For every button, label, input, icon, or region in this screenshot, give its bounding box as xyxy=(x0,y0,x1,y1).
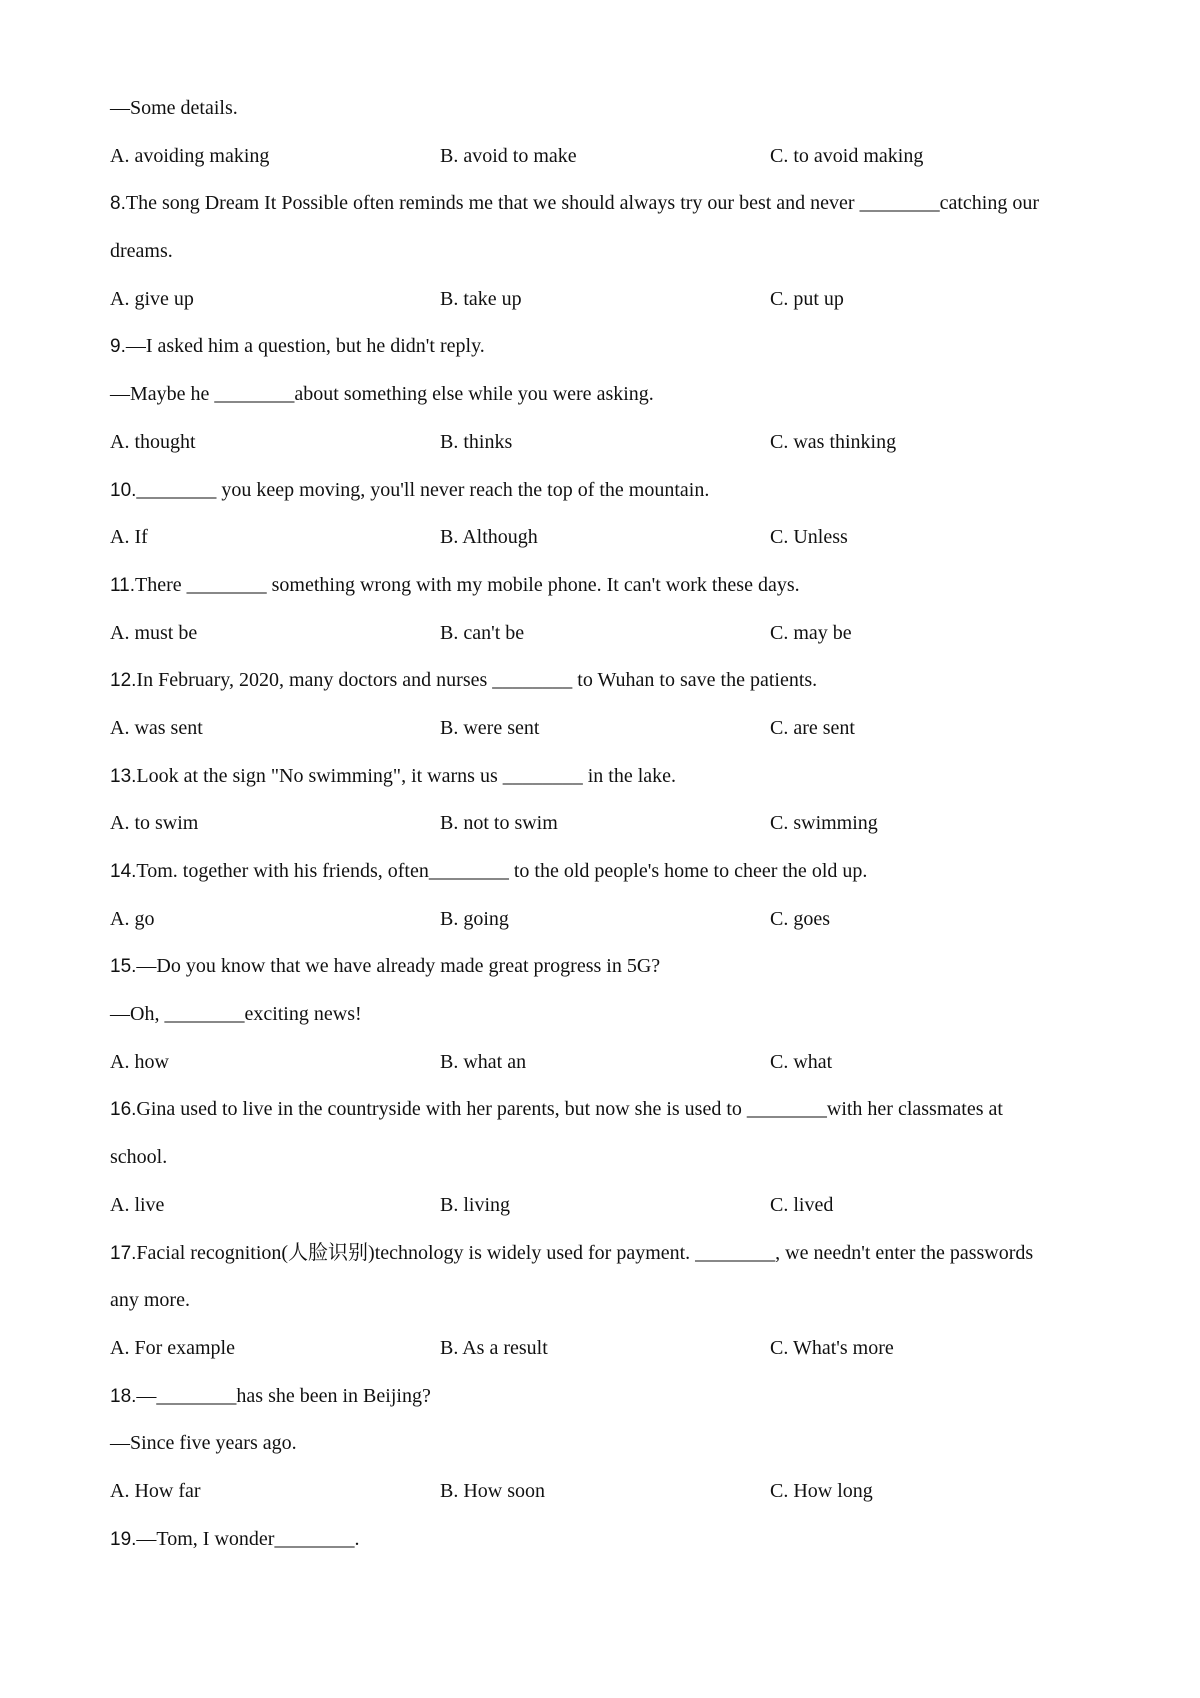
question-text-line: dreams. xyxy=(110,240,173,263)
option-b[interactable]: B. take up xyxy=(440,287,522,310)
option-a[interactable]: A. For example xyxy=(110,1336,235,1359)
question-stem xyxy=(110,1525,1110,1573)
option-b[interactable]: B. living xyxy=(440,1193,511,1216)
option-a[interactable]: A. to swim xyxy=(110,812,199,835)
option-c[interactable]: C. goes xyxy=(770,907,830,930)
question-stem xyxy=(110,762,1110,810)
question-stem xyxy=(110,857,1110,905)
answer-options xyxy=(110,809,1110,857)
option-b[interactable]: B. avoid to make xyxy=(440,144,577,167)
answer-options xyxy=(110,1048,1110,1096)
question-text: —________has she been in Beijing? xyxy=(136,1384,431,1407)
option-b[interactable]: B. Although xyxy=(440,526,538,549)
answer-options xyxy=(110,428,1110,476)
option-c[interactable]: C. Unless xyxy=(770,526,848,549)
question-text: Facial recognition(人脸识别)technology is widely used for payment. ________, we needn't enter the passwords xyxy=(136,1241,1034,1264)
answer-options xyxy=(110,142,1110,190)
option-b[interactable]: B. not to swim xyxy=(440,812,558,835)
option-c[interactable]: C. may be xyxy=(770,621,852,644)
option-a[interactable]: A. How far xyxy=(110,1479,201,1502)
option-b[interactable]: B. How soon xyxy=(440,1479,546,1502)
question-stem xyxy=(110,476,1110,524)
question-number: 13. xyxy=(110,765,137,787)
question-number: 10. xyxy=(110,479,137,501)
question-text-line: —Since five years ago. xyxy=(110,1432,297,1455)
question-text: —I asked him a question, but he didn't reply. xyxy=(125,335,485,358)
question-text: —Tom, I wonder________. xyxy=(136,1527,360,1550)
question-number: 8. xyxy=(110,193,126,215)
option-c[interactable]: C. What's more xyxy=(770,1336,894,1359)
question-text: Tom. together with his friends, often________ to the old people's home to cheer the old up. xyxy=(136,860,868,882)
question-stem xyxy=(110,952,1110,1000)
question-text: ________ you keep moving, you'll never reach the top of the mountain. xyxy=(136,478,710,501)
answer-options xyxy=(110,1477,1110,1525)
question-text-line: school. xyxy=(110,1146,168,1169)
option-a[interactable]: A. how xyxy=(110,1050,169,1073)
question-number: 14. xyxy=(110,861,137,882)
option-b[interactable]: B. can't be xyxy=(440,621,525,644)
question-text-line: —Maybe he ________about something else while you were asking. xyxy=(110,383,654,406)
option-a[interactable]: A. go xyxy=(110,907,155,930)
option-c[interactable]: C. put up xyxy=(770,287,844,310)
question-stem xyxy=(110,1239,1110,1287)
question-text: There ________ something wrong with my mobile phone. It can't work these days. xyxy=(135,573,800,596)
option-b[interactable]: B. thinks xyxy=(440,430,513,453)
question-number: 9. xyxy=(110,336,126,358)
question-stem xyxy=(110,1382,1110,1430)
question-text: In February, 2020, many doctors and nurses ________ to Wuhan to save the patients. xyxy=(136,669,818,692)
option-c[interactable]: C. what xyxy=(770,1050,833,1073)
question-text: The song Dream It Possible often reminds me that we should always try our best and never ________catching our xyxy=(125,192,1039,215)
question-text-line: any more. xyxy=(110,1289,190,1312)
question-text-line: —Oh, ________exciting news! xyxy=(110,1003,362,1026)
option-c[interactable]: C. are sent xyxy=(770,716,855,739)
option-c[interactable]: C. to avoid making xyxy=(770,144,924,167)
question-number: 11. xyxy=(110,574,136,596)
question-list xyxy=(110,94,1110,1572)
question-stem xyxy=(110,332,1110,380)
question-number: 19. xyxy=(110,1528,137,1550)
question-text: —Do you know that we have already made great progress in 5G? xyxy=(136,955,661,978)
option-b[interactable]: B. what an xyxy=(440,1050,527,1073)
question-number: 15. xyxy=(110,956,137,978)
option-a[interactable]: A. avoiding making xyxy=(110,144,270,167)
question-number: 17. xyxy=(110,1242,137,1264)
question-stem xyxy=(110,189,1110,237)
option-c[interactable]: C. lived xyxy=(770,1193,834,1216)
question-number: 18. xyxy=(110,1385,137,1407)
option-c[interactable]: C. How long xyxy=(770,1479,873,1502)
option-c[interactable]: C. swimming xyxy=(770,812,878,835)
answer-options xyxy=(110,523,1110,571)
option-a[interactable]: A. thought xyxy=(110,430,196,453)
option-c[interactable]: C. was thinking xyxy=(770,430,897,453)
option-a[interactable]: A. was sent xyxy=(110,716,203,739)
option-b[interactable]: B. were sent xyxy=(440,716,540,739)
answer-options xyxy=(110,714,1110,762)
option-a[interactable]: A. If xyxy=(110,526,148,549)
question-text: Gina used to live in the countryside with her parents, but now she is used to ________with her classmates at xyxy=(136,1098,1003,1121)
answer-options xyxy=(110,1334,1110,1382)
question-stem xyxy=(110,571,1110,619)
answer-options xyxy=(110,619,1110,667)
question-number: 16. xyxy=(110,1099,137,1121)
answer-options xyxy=(110,905,1110,953)
question-stem xyxy=(110,1095,1110,1143)
dialogue-line: —Some details. xyxy=(110,97,238,119)
option-a[interactable]: A. live xyxy=(110,1193,165,1216)
answer-options xyxy=(110,285,1110,333)
question-number: 12. xyxy=(110,670,137,692)
option-a[interactable]: A. must be xyxy=(110,621,198,644)
answer-options xyxy=(110,1191,1110,1239)
option-a[interactable]: A. give up xyxy=(110,287,194,310)
question-text: Look at the sign "No swimming", it warns us ________ in the lake. xyxy=(136,764,677,787)
option-b[interactable]: B. As a result xyxy=(440,1336,548,1359)
question-stem xyxy=(110,666,1110,714)
option-b[interactable]: B. going xyxy=(440,907,509,930)
